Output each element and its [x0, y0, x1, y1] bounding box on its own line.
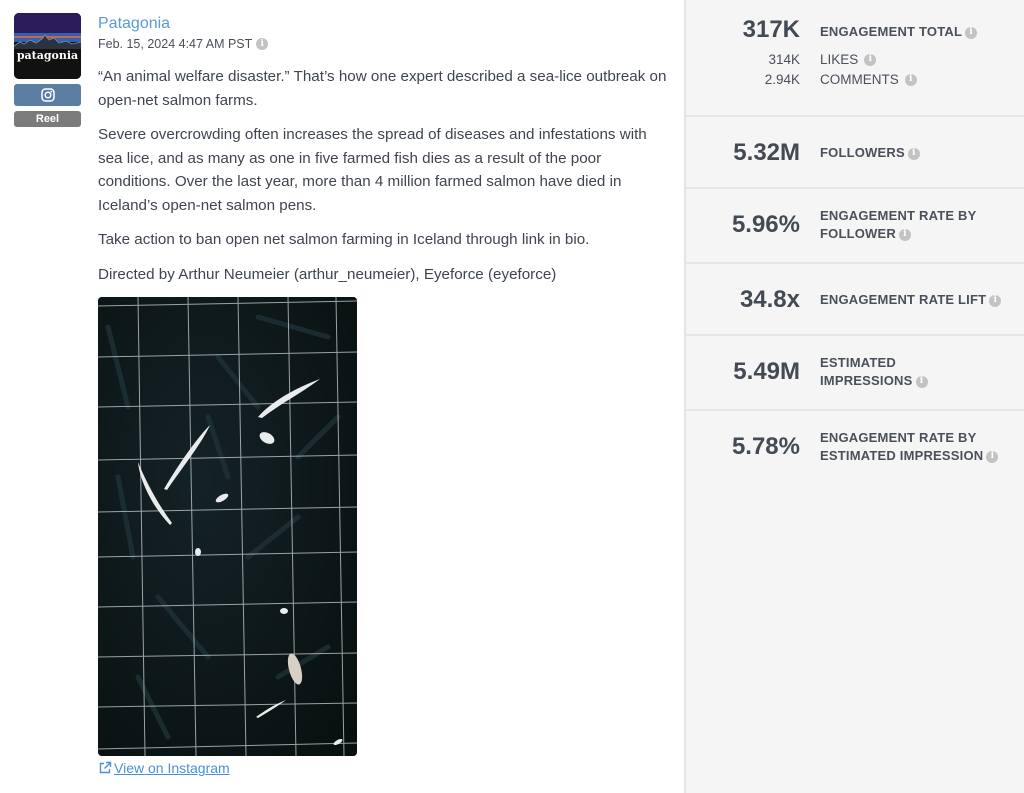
label-line: ESTIMATED: [820, 355, 896, 370]
engagement-total-label-text: ENGAGEMENT TOTAL: [820, 24, 963, 39]
followers-label-text: FOLLOWERS: [820, 145, 905, 160]
instagram-icon: [41, 88, 55, 102]
engagement-total-value: 317K: [742, 16, 800, 43]
likes-label: [820, 52, 876, 67]
view-link-label[interactable]: View on Instagram: [114, 760, 230, 776]
followers-value: 5.32M: [733, 139, 800, 166]
post-caption: [98, 65, 673, 286]
post-timestamp: [98, 35, 673, 53]
view-on-instagram-link[interactable]: [98, 760, 230, 776]
estimated-impressions-value: 5.49M: [733, 358, 800, 385]
info-icon[interactable]: i: [905, 74, 917, 86]
label-line: [820, 372, 1020, 390]
stat-estimated-impressions: [686, 336, 1024, 411]
caption-paragraph: Severe overcrowding often increases the spread of diseases and infestations with sea lice, and as many as one in five farmed fish dies as a result of the poor conditions. Over the last year, more than 4 million farmed salmon have died in Iceland’s open-net salmon pens.: [98, 126, 647, 214]
comments-label-text: COMMENTS: [820, 72, 899, 87]
label-line-text: ESTIMATED IMPRESSION: [820, 448, 984, 463]
likes-label-text: LIKES: [820, 52, 859, 67]
engagement-rate-follower-label: [820, 207, 1020, 243]
caption-paragraph: Directed by Arthur Neumeier (arthur_neumeier), Eyeforce (eyeforce): [98, 265, 557, 283]
label-line: [820, 225, 1020, 243]
followers-label: [820, 144, 1020, 162]
stat-followers: [686, 117, 1024, 189]
stat-engagement-rate-impression: [686, 411, 1024, 491]
stats-panel: [684, 0, 1024, 793]
external-link-icon: [98, 761, 112, 775]
estimated-impressions-label: [820, 354, 1020, 390]
post-type-badge: Reel: [14, 111, 81, 127]
info-icon[interactable]: i: [864, 54, 876, 66]
post-media-image[interactable]: [98, 297, 357, 756]
info-icon[interactable]: i: [899, 229, 911, 241]
author-name[interactable]: Patagonia: [98, 15, 171, 32]
info-icon[interactable]: i: [965, 27, 977, 39]
patagonia-logo-icon: [14, 13, 81, 79]
svg-text:patagonia: patagonia: [16, 49, 79, 62]
engagement-rate-impression-label: [820, 429, 1020, 465]
label-line-text: FOLLOWER: [820, 226, 896, 241]
engagement-rate-impression-value: 5.78%: [731, 433, 800, 460]
avatar-column: [14, 13, 81, 127]
engagement-rate-lift-value: 34.8x: [739, 286, 800, 313]
timestamp-text: Feb. 15, 2024 4:47 AM PST: [98, 37, 253, 51]
info-icon[interactable]: i: [916, 376, 928, 388]
comments-value: 2.94K: [764, 72, 800, 87]
info-icon[interactable]: i: [989, 295, 1001, 307]
info-icon[interactable]: i: [908, 148, 920, 160]
instagram-badge: [14, 84, 81, 106]
engagement-rate-lift-label-text: ENGAGEMENT RATE LIFT: [820, 292, 987, 307]
label-line-text: IMPRESSIONS: [820, 373, 913, 388]
post-body: [98, 14, 673, 286]
engagement-rate-lift-label: [820, 291, 1020, 309]
engagement-rate-follower-value: 5.96%: [731, 211, 800, 238]
stat-engagement-rate-follower: [686, 189, 1024, 264]
info-icon[interactable]: i: [986, 451, 998, 463]
engagement-total-label: [820, 23, 1020, 41]
stat-engagement-rate-lift: [686, 264, 1024, 336]
label-line: [820, 447, 1020, 465]
salmon-pen-photo: [98, 297, 357, 756]
label-line: ENGAGEMENT RATE BY: [820, 430, 977, 445]
caption-paragraph: “An animal welfare disaster.” That’s how one expert described a sea-lice outbreak on open-net salmon farms.: [98, 68, 667, 109]
likes-value: 314K: [768, 52, 800, 67]
info-icon[interactable]: i: [256, 38, 268, 50]
stat-engagement-total: [686, 0, 1024, 117]
label-line: ENGAGEMENT RATE BY: [820, 208, 977, 223]
comments-label: [820, 72, 917, 87]
caption-paragraph: Take action to ban open net salmon farming in Iceland through link in bio.: [98, 231, 590, 248]
avatar[interactable]: [14, 13, 81, 79]
